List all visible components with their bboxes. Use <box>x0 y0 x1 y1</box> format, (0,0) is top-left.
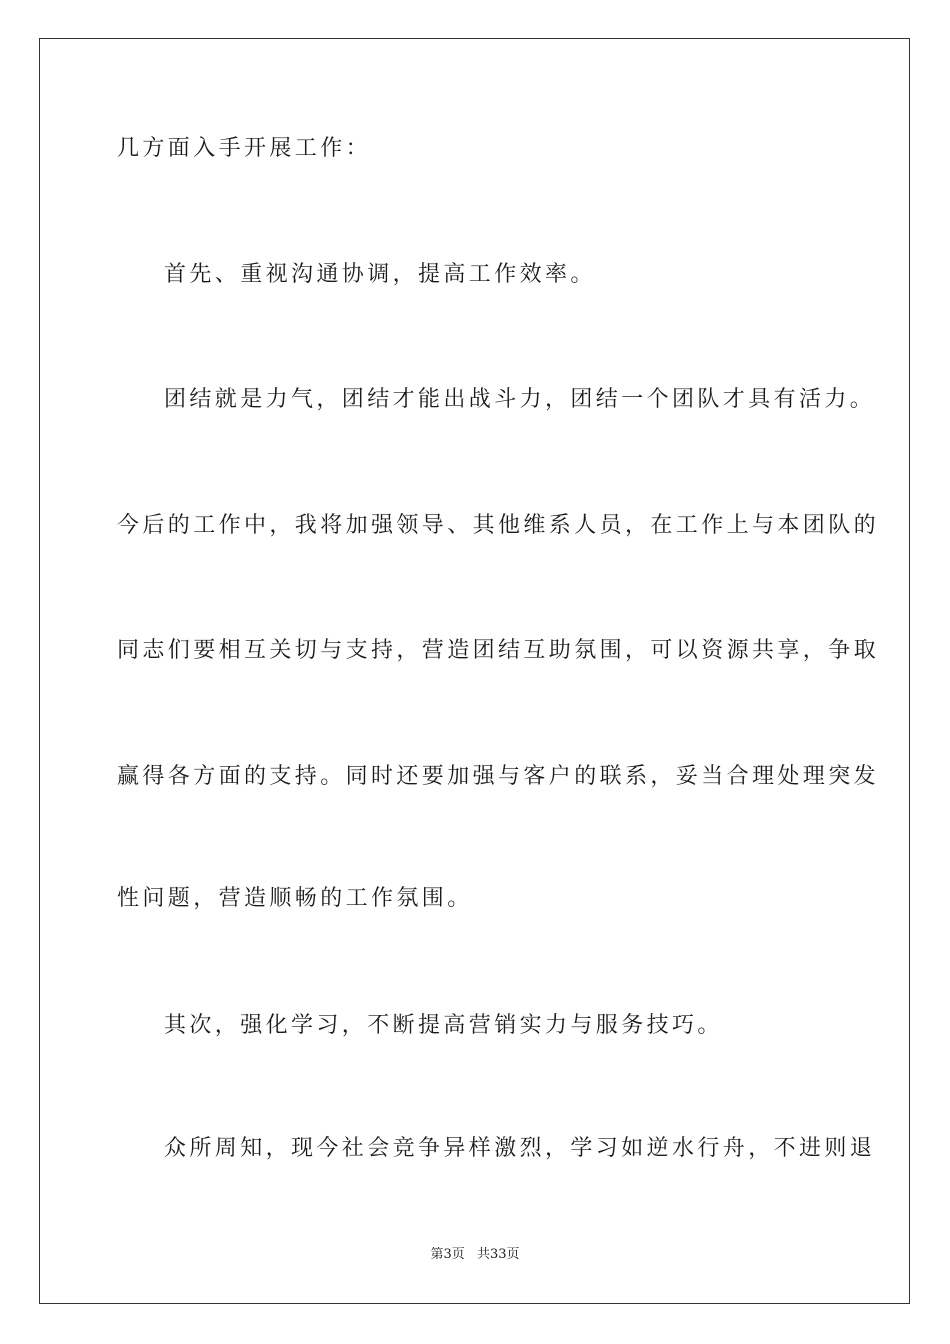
text-line-9: 众所周知，现今社会竞争异样激烈，学习如逆水行舟，不进则退 <box>164 1136 876 1161</box>
text-line-5: 同志们要相互关切与支持，营造团结互助氛围，可以资源共享，争取 <box>117 638 880 663</box>
page-number: 第3页 <box>430 1247 465 1262</box>
text-line-6: 赢得各方面的支持。同时还要加强与客户的联系，妥当合理处理突发 <box>117 764 880 789</box>
page-total: 共33页 <box>476 1247 520 1262</box>
page-footer <box>0 1246 950 1264</box>
text-line-4: 今后的工作中，我将加强领导、其他维系人员，在工作上与本团队的 <box>117 513 880 538</box>
text-line-1: 几方面入手开展工作： <box>117 136 372 161</box>
page-border <box>39 38 910 1304</box>
text-line-7: 性问题，营造顺畅的工作氛围。 <box>117 886 473 911</box>
text-line-3: 团结就是力气，团结才能出战斗力，团结一个团队才具有活力。 <box>164 387 876 412</box>
text-line-2: 首先、重视沟通协调，提高工作效率。 <box>164 262 596 287</box>
text-line-8: 其次，强化学习，不断提高营销实力与服务技巧。 <box>164 1013 723 1038</box>
